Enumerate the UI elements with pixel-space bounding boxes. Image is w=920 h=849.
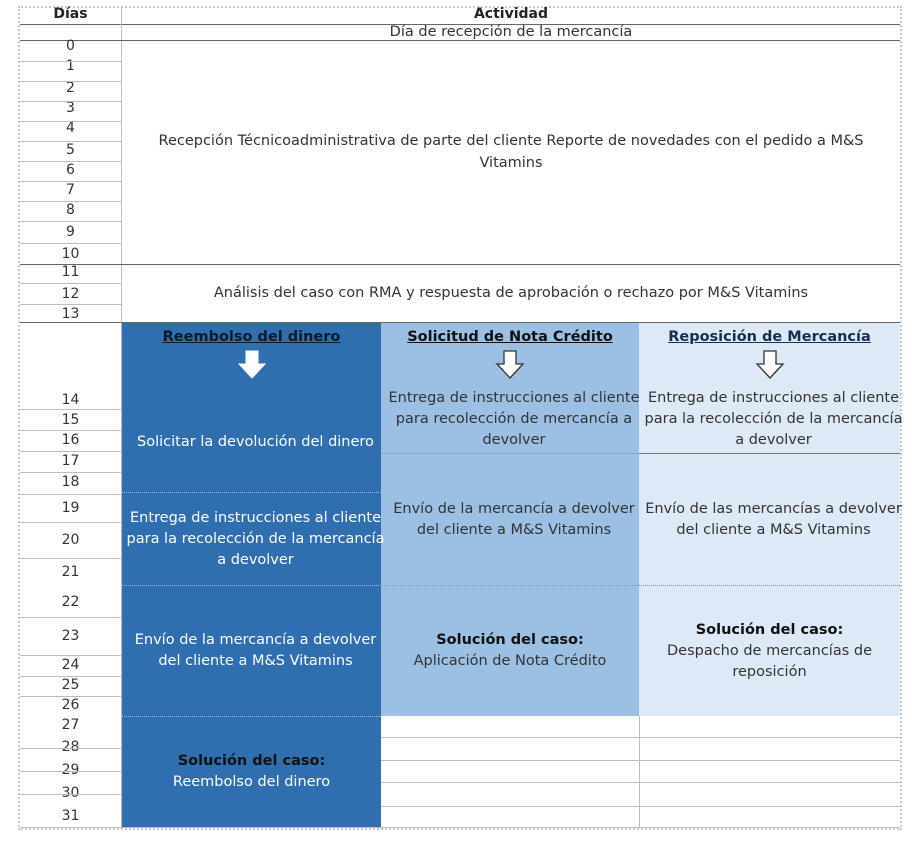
day-row-divider — [20, 696, 121, 697]
replacement-down-arrow-icon — [755, 350, 785, 380]
day-number: 17 — [61, 453, 80, 469]
day-row-divider — [20, 472, 121, 473]
replacement-step1: Entrega de instrucciones al cliente para la recolección de la mercancía a devolver — [644, 389, 903, 448]
credit-note-title: Solicitud de Nota Crédito — [407, 329, 613, 345]
refund-step1: Solicitar la devolución del dinero — [137, 433, 374, 450]
credit-note-step2: Envío de la mercancía a devolver del cliente a M&S Vitamins — [393, 500, 635, 538]
empty-row-30 — [381, 806, 900, 807]
day-number: 23 — [61, 628, 80, 644]
credit-note-down-arrow-icon — [495, 350, 525, 380]
refund-solution — [122, 717, 381, 827]
empty-col-divider — [639, 716, 640, 827]
day-row-divider — [20, 81, 121, 82]
refund-solution-text: Reembolso del dinero — [172, 774, 331, 790]
day-row-divider — [20, 748, 121, 749]
days-header: Días — [53, 6, 88, 22]
day-row-divider — [20, 522, 121, 523]
day-number: 13 — [61, 306, 80, 322]
day-number: 25 — [61, 677, 80, 693]
day-number: 2 — [66, 80, 75, 96]
day-row-divider — [20, 430, 121, 431]
day-number: 15 — [61, 412, 80, 428]
day-row-divider — [20, 494, 121, 495]
refund-title: Reembolso del dinero — [162, 329, 341, 345]
day-number: 8 — [66, 202, 75, 218]
day-row-divider — [20, 304, 121, 305]
credit-note-solution-text: Aplicación de Nota Crédito — [413, 653, 607, 669]
replacement-step2: Envío de las mercancías a devolver del cliente a M&S Vitamins — [645, 500, 902, 538]
day-number: 24 — [61, 657, 80, 673]
reception-activity: Recepción Técnicoadministrativa de parte del cliente Reporte de novedades con el pedido a M&S Vitamins — [158, 133, 864, 171]
day0-activity: Día de recepción de la mercancía — [389, 24, 633, 40]
replacement-solution-title: Solución del caso: — [695, 621, 844, 638]
day-number: 31 — [61, 808, 80, 824]
day-number: 28 — [61, 739, 80, 755]
day-row-divider — [20, 558, 121, 559]
day-number: 1 — [66, 58, 75, 74]
empty-row-29 — [381, 782, 900, 783]
day-number: 29 — [61, 762, 80, 778]
day-row-divider — [20, 617, 121, 618]
day-number: 27 — [61, 717, 80, 733]
bottom-border — [20, 827, 900, 828]
day-row-divider — [20, 771, 121, 772]
day-number: 5 — [66, 142, 75, 158]
day-number: 11 — [61, 264, 80, 280]
credit-note-solution — [381, 586, 639, 716]
day-number: 22 — [61, 594, 80, 610]
day-number: 0 — [66, 38, 75, 54]
analysis-activity: Análisis del caso con RMA y respuesta de aprobación o rechazo por M&S Vitamins — [213, 285, 809, 301]
day-number: 4 — [66, 120, 75, 136]
day-number: 19 — [61, 500, 80, 516]
day-row-divider — [20, 181, 121, 182]
day-row-divider — [20, 141, 121, 142]
day-number: 3 — [66, 100, 75, 116]
day-number: 7 — [66, 182, 75, 198]
refund-solution-title: Solución del caso: — [177, 753, 326, 769]
day-row-divider — [20, 283, 121, 284]
credit-note-step1-text: Entrega de instrucciones al cliente para recolección de mercancía a devolver — [388, 389, 640, 448]
credit-note-step1 — [381, 385, 647, 453]
day-row-divider — [20, 61, 121, 62]
day-row-divider — [20, 409, 121, 410]
day-row-divider — [20, 121, 121, 122]
refund-step2: Entrega de instrucciones al cliente para la recolección de la mercancía a devolver — [126, 509, 385, 568]
day-number: 14 — [61, 392, 80, 408]
empty-row-27 — [381, 737, 900, 738]
credit-note-solution-title: Solución del caso: — [436, 632, 584, 648]
day-row-divider — [20, 655, 121, 656]
refund-step3: Envío de la mercancía a devolver del cliente a M&S Vitamins — [134, 632, 377, 669]
day-number: 26 — [61, 697, 80, 713]
day-row-divider — [20, 221, 121, 222]
activity-header: Actividad — [473, 6, 549, 22]
day-row-divider — [20, 794, 121, 795]
day-row-divider — [20, 201, 121, 202]
day-number: 12 — [61, 286, 80, 302]
day-row-divider — [20, 451, 121, 452]
day-number: 21 — [61, 564, 80, 580]
day-number: 20 — [61, 532, 80, 548]
day-number: 9 — [66, 224, 75, 240]
day-row-divider — [20, 243, 121, 244]
day-number: 18 — [61, 474, 80, 490]
day-number: 10 — [61, 246, 80, 262]
day-number: 16 — [61, 432, 80, 448]
day-row-divider — [20, 161, 121, 162]
empty-row-28 — [381, 760, 900, 761]
replacement-title: Reposición de Mercancía — [668, 329, 871, 345]
replacement-solution-text: Despacho de mercancías de reposición — [666, 642, 873, 680]
replacement-solution — [639, 586, 900, 716]
day-number: 6 — [66, 162, 75, 178]
day-number: 30 — [61, 785, 80, 801]
refund-down-arrow-icon — [237, 350, 267, 380]
day-row-divider — [20, 101, 121, 102]
day-row-divider — [20, 676, 121, 677]
